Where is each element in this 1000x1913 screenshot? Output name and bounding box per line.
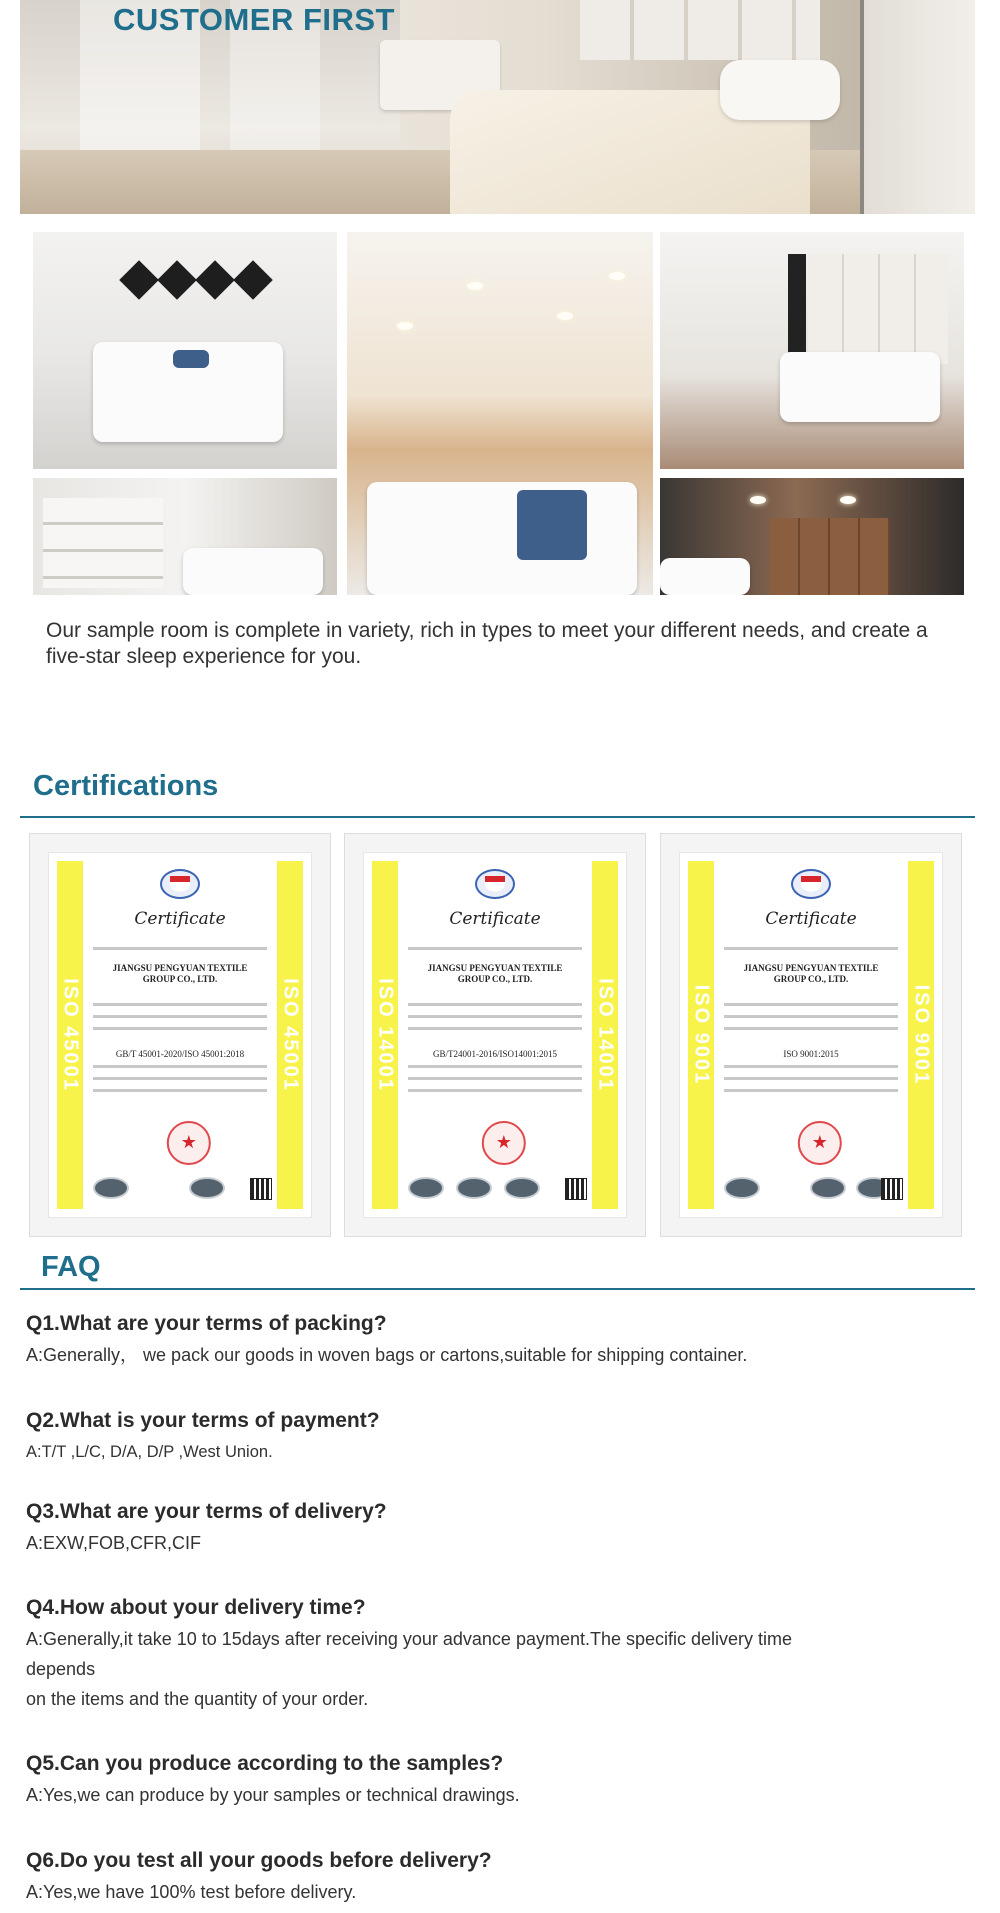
qr-code-icon <box>251 1179 271 1199</box>
sample-room-description: Our sample room is complete in variety, rich in types to meet your different needs, and create a five-star sleep experience for you. <box>46 619 928 668</box>
certification-body-logo-icon <box>160 869 200 899</box>
faq-item <box>26 1848 966 1907</box>
accreditation-mark-icon <box>724 1177 760 1199</box>
red-seal-icon <box>482 1121 526 1165</box>
certificate-band-label: ISO 45001 <box>59 978 82 1092</box>
certificate-band-label: ISO 14001 <box>374 978 397 1092</box>
certificate-standard: GB/T24001-2016/ISO14001:2015 <box>432 1049 557 1059</box>
accreditation-mark-icon <box>504 1177 540 1199</box>
certificate-card[interactable] <box>344 833 646 1237</box>
certifications-divider <box>20 816 975 818</box>
certificate-title: Certificate <box>134 909 226 929</box>
faq-item <box>26 1408 966 1467</box>
certificate-company: JIANGSU PENGYUAN TEXTILE GROUP CO., LTD. <box>743 963 879 984</box>
gallery-photo <box>660 232 964 469</box>
certification-body-logo-icon <box>791 869 831 899</box>
certificate-band-label: ISO 14001 <box>594 978 617 1092</box>
red-seal-icon <box>798 1121 842 1165</box>
accreditation-mark-icon <box>408 1177 444 1199</box>
qr-code-icon <box>566 1179 586 1199</box>
certifications-heading: Certifications <box>33 770 219 802</box>
hero-title: CUSTOMER FIRST <box>113 2 395 37</box>
certificate-standard: ISO 9001:2015 <box>783 1049 839 1059</box>
gallery-photo <box>33 478 337 595</box>
faq-heading: FAQ <box>41 1251 101 1283</box>
certificate-card[interactable] <box>29 833 331 1237</box>
faq-answer: A:T/T ,L/C, D/A, D/P ,West Union. <box>26 1443 273 1461</box>
faq-item <box>26 1499 966 1558</box>
gallery-photo <box>347 232 653 595</box>
certificate-title: Certificate <box>765 909 857 929</box>
certificate-card[interactable] <box>660 833 962 1237</box>
sample-room-gallery <box>33 232 964 595</box>
certification-body-logo-icon <box>475 869 515 899</box>
hero-banner-image <box>20 0 975 214</box>
red-seal-icon <box>167 1121 211 1165</box>
certificate-title: Certificate <box>449 909 541 929</box>
accreditation-mark-icon <box>456 1177 492 1199</box>
faq-question: Q5.Can you produce according to the samples? <box>26 1752 504 1775</box>
faq-item <box>26 1751 966 1810</box>
faq-item <box>26 1311 966 1370</box>
accreditation-mark-icon <box>189 1177 225 1199</box>
faq-answer: A:Generally,it take 10 to 15days after receiving your advance payment.The specific delivery time depends on the items and the quantity of your order. <box>26 1629 793 1709</box>
qr-code-icon <box>882 1179 902 1199</box>
certificate-standard: GB/T 45001-2020/ISO 45001:2018 <box>115 1049 245 1059</box>
faq-answer: A:Generally， we pack our goods in woven bags or cartons,suitable for shipping container. <box>26 1345 748 1365</box>
certificate-band-label: ISO 9001 <box>910 984 933 1086</box>
gallery-photo <box>33 232 337 469</box>
certificate-band-label: ISO 9001 <box>690 984 713 1086</box>
faq-question: Q6.Do you test all your goods before delivery? <box>26 1849 492 1872</box>
faq-question: Q3.What are your terms of delivery? <box>26 1500 387 1523</box>
certificate-company: JIANGSU PENGYUAN TEXTILE GROUP CO., LTD. <box>427 963 563 984</box>
certificate-band-label: ISO 45001 <box>279 978 302 1092</box>
faq-divider <box>20 1288 975 1290</box>
certificate-company: JIANGSU PENGYUAN TEXTILE GROUP CO., LTD. <box>112 963 248 984</box>
faq-question: Q4.How about your delivery time? <box>26 1596 366 1619</box>
faq-question: Q2.What is your terms of payment? <box>26 1409 380 1432</box>
accreditation-mark-icon <box>93 1177 129 1199</box>
accreditation-mark-icon <box>810 1177 846 1199</box>
faq-question: Q1.What are your terms of packing? <box>26 1312 387 1335</box>
faq-item <box>26 1595 966 1714</box>
faq-answer: A:Yes,we can produce by your samples or technical drawings. <box>26 1785 520 1805</box>
faq-answer: A:Yes,we have 100% test before delivery. <box>26 1882 357 1902</box>
gallery-photo <box>660 478 964 595</box>
faq-answer: A:EXW,FOB,CFR,CIF <box>26 1533 202 1553</box>
